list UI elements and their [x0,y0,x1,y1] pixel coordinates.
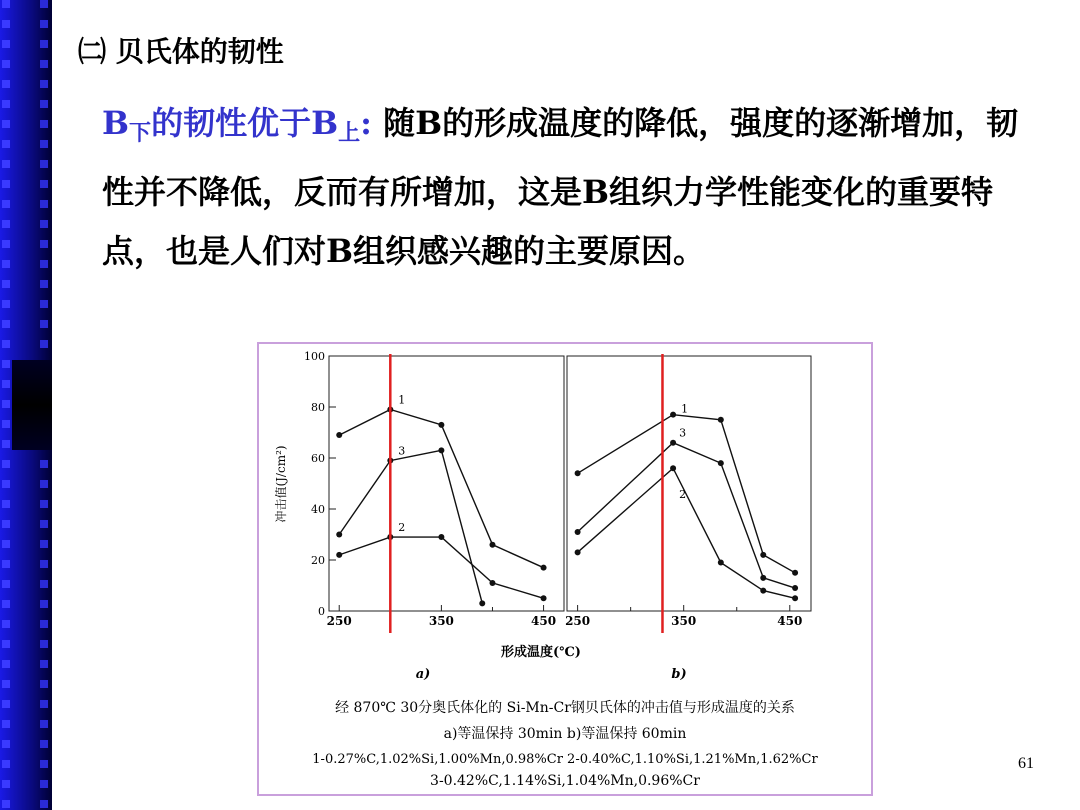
x-tick-label: 450 [777,614,803,628]
caption-line-3: 1-0.27%C,1.02%Si,1.00%Mn,0.98%Cr 2-0.40%C,1.10%Si,1.21%Mn,1.62%Cr [312,752,818,767]
x-axis-label: 形成温度(℃) [501,645,581,660]
page-number: 61 [1018,755,1034,772]
y-tick-label: 60 [311,452,325,465]
data-point [336,532,342,538]
series-label-3: 3 [679,426,687,440]
plot-frame-b [567,356,811,611]
lead-sub-lower: 下 [129,120,152,146]
y-tick-label: 20 [311,554,325,567]
x-tick-label: 350 [671,614,697,628]
data-point [718,417,724,423]
lead-b-lower: B [102,104,130,142]
data-point [718,460,724,466]
y-tick-label: 80 [311,401,325,414]
data-point [792,595,798,601]
data-point [792,570,798,576]
y-tick-label: 40 [311,503,325,516]
y-tick-label: 0 [318,605,325,618]
x-tick-label: 450 [531,614,557,628]
data-point [760,575,766,581]
data-point [760,588,766,594]
lead-sub-upper: 上 [338,120,361,146]
data-point [438,422,444,428]
data-point [489,580,495,586]
data-point [336,432,342,438]
side-decoration-band [0,0,52,810]
series-label-3: 3 [398,444,406,458]
decorative-squares [2,0,10,810]
paragraph-body: 随B的形成温度的降低，强度的逐渐增加，韧性并不降低，反而有所增加，这是B组织力学性能变化的重要特点，也是人们对B组织感兴趣的主要原因。 [102,104,1019,270]
x-tick-label: 250 [565,614,591,628]
slide-paragraph [102,94,1042,281]
data-point [575,529,581,535]
y-axis-label: 冲击值(J/cm²) [274,445,288,523]
panel-label-a: a) [415,667,431,682]
series-label-1: 1 [681,402,689,416]
data-point [575,470,581,476]
x-tick-label: 250 [326,614,352,628]
data-point [479,600,485,606]
lead-mid-text: 的韧性优于B [151,104,339,142]
lead-colon: : [360,104,372,142]
series-line-3 [578,443,796,588]
paragraph-lead [102,104,372,146]
data-point [670,465,676,471]
data-point [670,440,676,446]
plot-frame-a [329,356,564,611]
data-point [489,542,495,548]
data-point [718,560,724,566]
caption-line-4: 3-0.42%C,1.14%Si,1.04%Mn,0.96%Cr [430,773,700,789]
data-point [336,552,342,558]
slide-heading: ㈡ 贝氏体的韧性 [78,35,284,68]
series-label-1: 1 [398,393,406,407]
data-point [438,534,444,540]
x-tick-label: 350 [428,614,454,628]
data-point [575,549,581,555]
data-point [541,595,547,601]
decorative-block [12,360,52,450]
series-label-2: 2 [679,488,687,502]
data-point [438,447,444,453]
data-point [541,565,547,571]
data-point [760,552,766,558]
data-point [670,412,676,418]
series-line-3 [339,450,482,603]
caption-line-2: a)等温保持 30min b)等温保持 60min [443,726,687,742]
series-line-2 [339,537,543,598]
series-label-2: 2 [398,521,406,535]
panel-label-b: b) [671,667,687,682]
data-point [792,585,798,591]
caption-line-1: 经 870℃ 30分奥氏体化的 Si-Mn-Cr钢贝氏体的冲击值与形成温度的关系 [335,700,795,716]
y-tick-label: 100 [304,350,325,363]
